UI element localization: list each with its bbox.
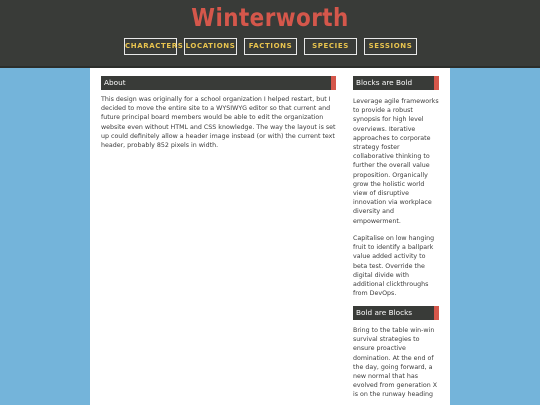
sidebar-block-heading-2: Bold are Blocks: [356, 308, 413, 317]
header-accent: [434, 76, 439, 90]
sidebar-paragraph: Leverage agile frameworks to provide a robust synopsis for high level overviews. Iterative approaches to corporate strategy foster collaborative thinking to further the overall value proposition. Organically grow the holistic world view of disruptive innovation via workplace diversity and empowerment.: [353, 98, 439, 225]
about-header: [101, 76, 336, 90]
about-heading: About: [104, 78, 126, 87]
nav-species[interactable]: SPECIES: [304, 38, 357, 55]
header-accent: [331, 76, 336, 90]
nav-characters[interactable]: CHARACTERS: [124, 38, 177, 55]
nav-factions[interactable]: FACTIONS: [244, 38, 297, 55]
sidebar-block-header-2: [353, 306, 439, 320]
sidebar-paragraph: Bring to the table win-win survival strategies to ensure proactive domination. At the end of the day, going forward, a new normal that has evolved from generation X is on the runway heading: [353, 327, 438, 399]
header-accent: [434, 306, 439, 320]
site-header: [0, 0, 540, 68]
sidebar-block-header-1: [353, 76, 439, 90]
content-area: [90, 68, 450, 405]
about-body: This design was originally for a school organization I helped restart, but I decided to move the entire site to a WYSIWYG editor so that current and future principal board members would be able to edit the organization website even without HTML and CSS knowledge. The way the layout is set up could definitely allow a header image instead (or with) the current text header, probably 852 pixels in width.: [101, 96, 336, 150]
nav-locations[interactable]: LOCATIONS: [184, 38, 237, 55]
main-nav: [0, 38, 540, 55]
sidebar-block-heading-1: Blocks are Bold: [356, 78, 413, 87]
nav-sessions[interactable]: SESSIONS: [364, 38, 417, 55]
sidebar-paragraph: Capitalise on low hanging fruit to identify a ballpark value added activity to beta test. Override the digital divide with additional clickthroughs from DevOps.: [353, 235, 435, 298]
site-title[interactable]: Winterworth: [191, 3, 349, 32]
